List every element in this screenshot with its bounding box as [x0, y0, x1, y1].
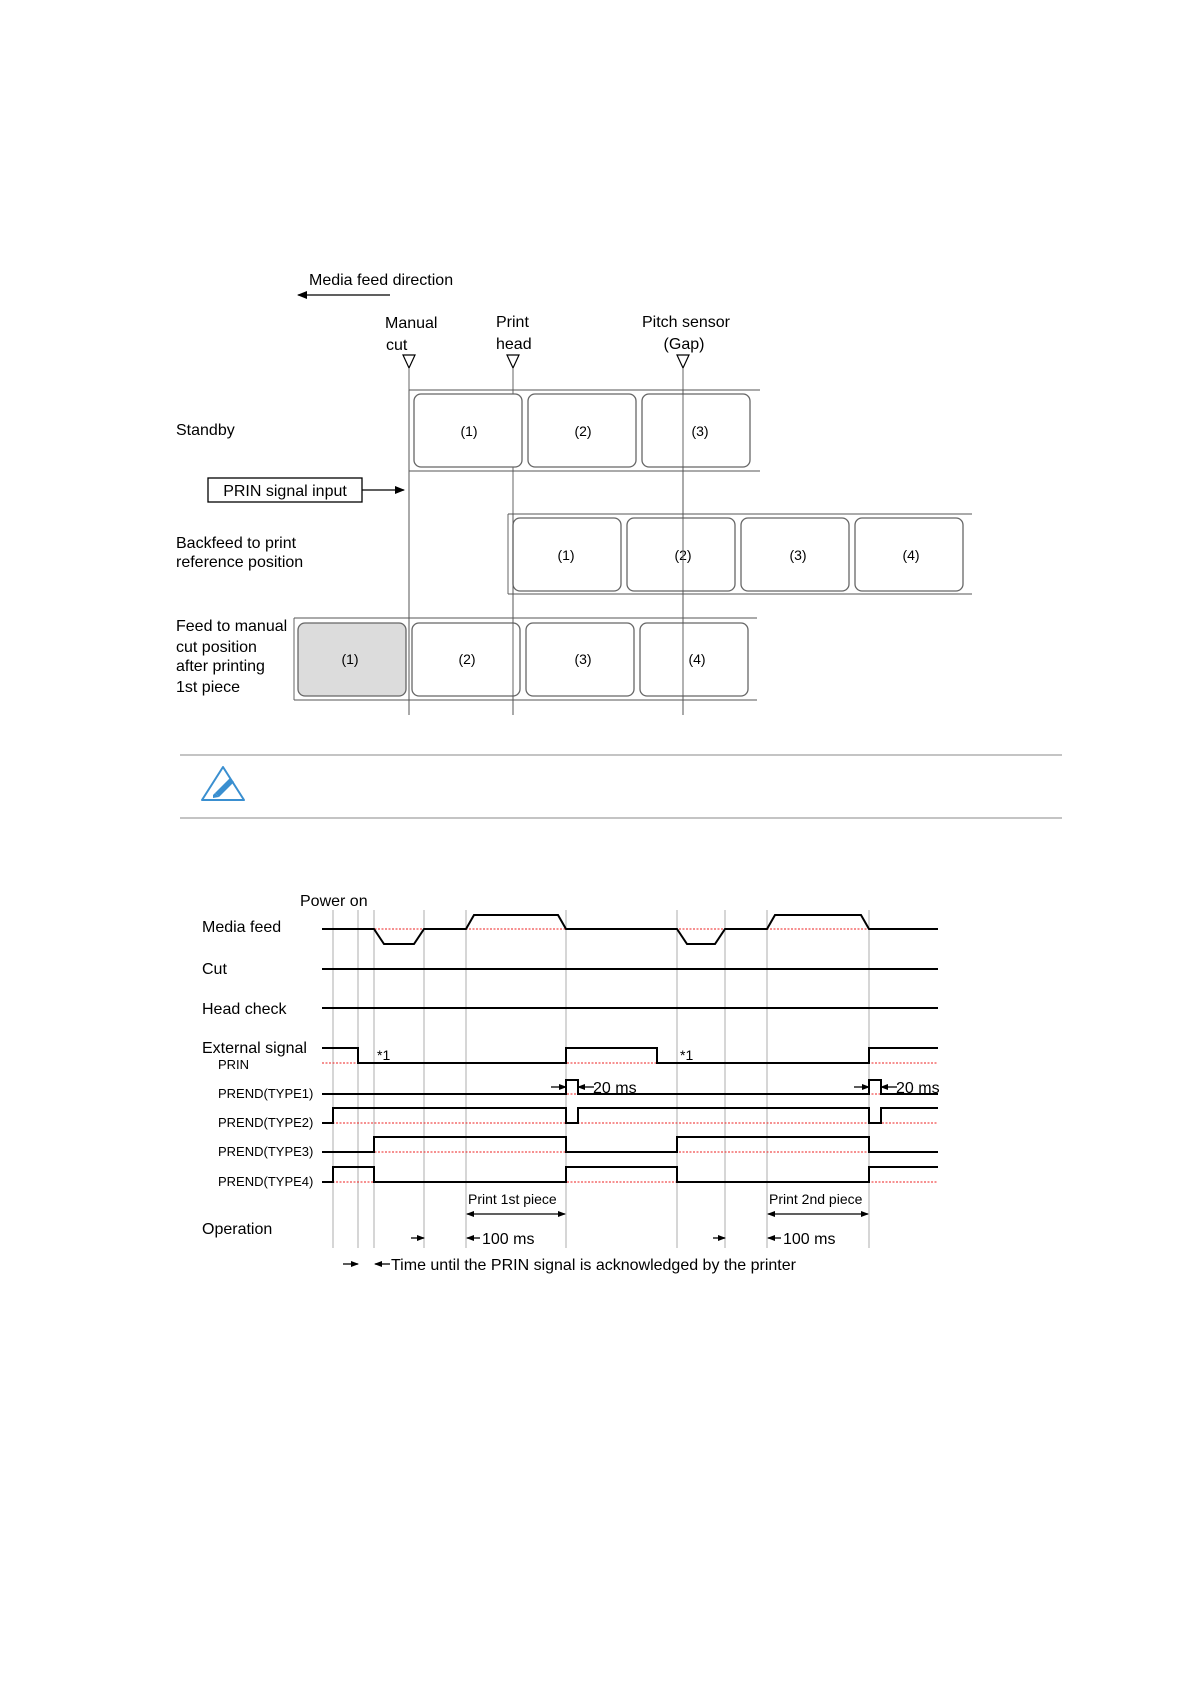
- media-feed-label: Media feed: [202, 919, 282, 936]
- direction-label: Media feed direction: [309, 272, 454, 289]
- print-head-label-2: head: [496, 336, 532, 353]
- backfeed-label-4-text: (4): [902, 547, 920, 563]
- prend4-label: PREND(TYPE4): [218, 1174, 314, 1189]
- feed-cut-label-3-text: (3): [574, 651, 592, 667]
- pulse-20ms-label-1: 20 ms: [593, 1080, 637, 1097]
- pitch-sensor-label-1: Pitch sensor: [641, 314, 731, 331]
- feed-cut-label-3: after printing: [176, 658, 265, 675]
- external-signal-label: External signal: [202, 1040, 307, 1057]
- prin-label: PRIN: [218, 1057, 250, 1072]
- delay-100ms-label-2: 100 ms: [783, 1231, 836, 1248]
- power-on-label: Power on: [300, 893, 368, 910]
- pitch-sensor-label-2: (Gap): [663, 336, 705, 353]
- feed-cut-label-2: cut position: [176, 639, 257, 656]
- pulse-20ms-label-2: 20 ms: [896, 1080, 940, 1097]
- manual-cut-triangle-icon: [403, 355, 415, 368]
- print-head-triangle-icon: [507, 355, 519, 368]
- cut-label: Cut: [202, 961, 227, 978]
- standby-label: Standby: [176, 422, 235, 439]
- prend3-label: PREND(TYPE3): [218, 1144, 314, 1159]
- timing-chart: [202, 893, 940, 1274]
- feed-cut-label-2-text: (2): [458, 651, 476, 667]
- manual-cut-label-1: Manual: [385, 315, 438, 332]
- star1-label-1: *1: [377, 1047, 391, 1063]
- note-section: [180, 755, 1062, 818]
- media-feed-diagram: [176, 272, 972, 715]
- manual-cut-label-2: cut: [386, 337, 408, 354]
- print-1st-label: Print 1st piece: [468, 1191, 557, 1207]
- print-head-label-1: Print: [496, 314, 529, 331]
- feed-cut-label-4: 1st piece: [176, 679, 241, 696]
- backfeed-label-2: reference position: [176, 554, 304, 571]
- delay-100ms-label-1: 100 ms: [482, 1231, 535, 1248]
- feed-cut-label-1: Feed to manual: [176, 618, 288, 635]
- prin-wave: [322, 1048, 938, 1063]
- prend1-label: PREND(TYPE1): [218, 1086, 314, 1101]
- prend3-wave: [322, 1137, 938, 1152]
- standby-label-2-text: (2): [574, 423, 592, 439]
- operation-label: Operation: [202, 1221, 273, 1238]
- backfeed-label-2-text: (2): [674, 547, 692, 563]
- backfeed-label-1-text: (1): [557, 547, 575, 563]
- prend2-wave: [322, 1108, 938, 1123]
- pencil-note-icon: [202, 767, 244, 800]
- print-2nd-label: Print 2nd piece: [769, 1191, 863, 1207]
- ack-time-label: Time until the PRIN signal is acknowledged by the printer: [391, 1257, 796, 1274]
- backfeed-label-1: Backfeed to print: [176, 535, 297, 552]
- standby-label-3-text: (3): [691, 423, 709, 439]
- feed-cut-label-4-text: (4): [688, 651, 706, 667]
- feed-cut-label-1-text: (1): [341, 651, 359, 667]
- prin-input-label: PRIN signal input: [223, 483, 347, 500]
- pitch-sensor-triangle-icon: [677, 355, 689, 368]
- head-check-label: Head check: [202, 1001, 287, 1018]
- standby-label-1-text: (1): [460, 423, 478, 439]
- backfeed-label-3-text: (3): [789, 547, 807, 563]
- star1-label-2: *1: [680, 1047, 694, 1063]
- prend2-label: PREND(TYPE2): [218, 1115, 314, 1130]
- prend4-wave: [322, 1167, 938, 1182]
